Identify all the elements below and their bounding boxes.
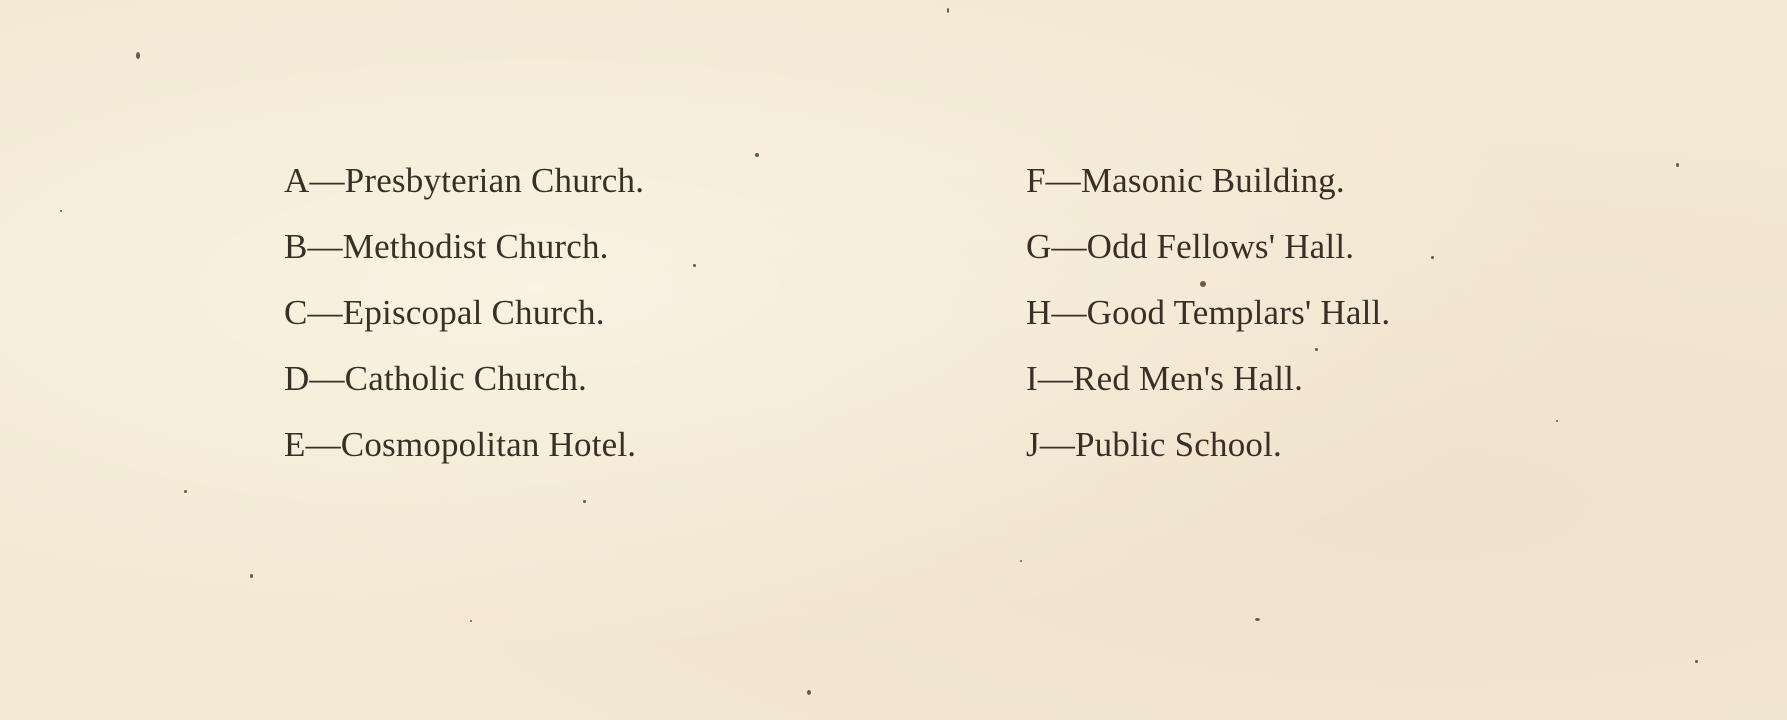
legend-entry-c: C—Episcopal Church. bbox=[284, 293, 605, 332]
paper-speck bbox=[1255, 618, 1260, 621]
legend-entry-b: B—Methodist Church. bbox=[284, 227, 609, 266]
paper-speck bbox=[807, 690, 811, 695]
paper-speck bbox=[1695, 660, 1698, 663]
legend-entry-g: G—Odd Fellows' Hall. bbox=[1026, 227, 1355, 266]
legend-entry-d: D—Catholic Church. bbox=[284, 359, 587, 398]
legend-entry-e: E—Cosmopolitan Hotel. bbox=[284, 425, 637, 464]
paper-speck bbox=[693, 264, 696, 267]
paper-speck bbox=[1200, 281, 1206, 287]
paper-speck bbox=[184, 490, 187, 493]
paper-speck bbox=[1431, 256, 1434, 259]
legend-entry-j: J—Public School. bbox=[1026, 425, 1282, 464]
legend-entry-f: F—Masonic Building. bbox=[1026, 161, 1345, 200]
legend-entry-a: A—Presbyterian Church. bbox=[284, 161, 645, 200]
legend-entry-h: H—Good Templars' Hall. bbox=[1026, 293, 1391, 332]
paper-speck bbox=[1556, 420, 1558, 422]
paper-speck bbox=[947, 8, 949, 13]
paper-speck bbox=[1676, 163, 1679, 167]
legend-column-left bbox=[284, 148, 644, 478]
paper-speck bbox=[1315, 348, 1318, 351]
legend-entry-i: I—Red Men's Hall. bbox=[1026, 359, 1304, 398]
paper-speck bbox=[755, 153, 759, 157]
paper-speck bbox=[250, 574, 253, 578]
paper-speck bbox=[60, 210, 62, 212]
paper-speck bbox=[136, 52, 140, 59]
paper-speck bbox=[1020, 560, 1022, 562]
legend-column-right bbox=[1026, 148, 1390, 478]
paper-speck bbox=[470, 620, 472, 622]
paper-speck bbox=[583, 500, 586, 503]
